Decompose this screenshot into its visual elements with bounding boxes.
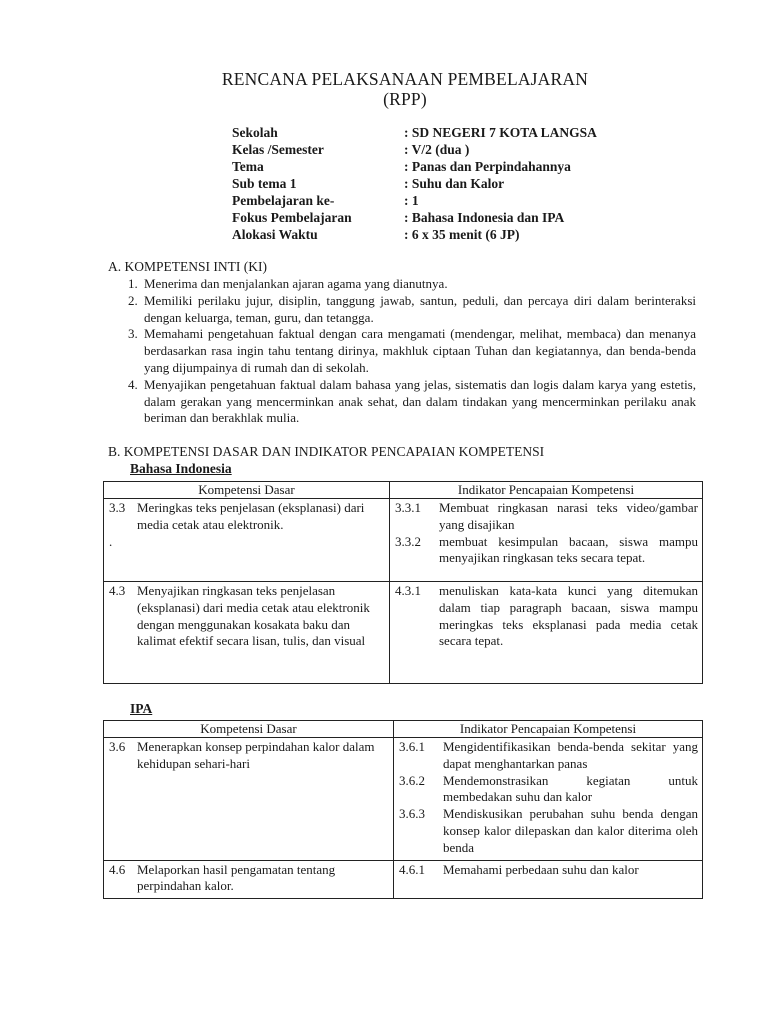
ipk-number: 3.3.1 xyxy=(395,500,421,515)
identity-value: : SD NEGERI 7 KOTA LANGSA xyxy=(404,125,597,140)
column-header-ipk: Indikator Pencapaian Kompetensi xyxy=(394,721,703,738)
kd-cell xyxy=(104,582,390,684)
kd-item xyxy=(109,500,385,534)
ipk-item xyxy=(399,806,698,856)
list-item xyxy=(128,377,696,427)
document-title: RENCANA PELAKSANAAN PEMBELAJARAN xyxy=(221,69,589,89)
list-item xyxy=(128,326,696,376)
ipk-item xyxy=(395,534,698,568)
ipk-text: Memahami perbedaan suhu dan kalor xyxy=(443,861,639,877)
list-item xyxy=(128,276,696,293)
bahasa-indonesia-subheading: Bahasa Indonesia xyxy=(130,461,232,476)
list-item-number: 2. xyxy=(128,292,138,308)
identity-label: Sub tema 1 xyxy=(232,176,297,191)
identity-label: Sekolah xyxy=(232,125,278,140)
table-row xyxy=(104,860,703,899)
ipk-text: Membuat ringkasan narasi teks video/gambar yang disajikan xyxy=(439,500,698,532)
identity-value: : Panas dan Perpindahannya xyxy=(404,159,571,174)
kd-cell xyxy=(104,738,394,861)
ipk-number: 4.6.1 xyxy=(399,861,425,877)
list-item-number: 1. xyxy=(128,276,138,291)
identity-value: : Suhu dan Kalor xyxy=(404,176,505,191)
section-b-heading: B. KOMPETENSI DASAR DAN INDIKATOR PENCAPAIAN KOMPETENSI xyxy=(108,444,545,459)
ipa-subheading: IPA xyxy=(130,701,153,716)
ipk-cell xyxy=(394,738,703,861)
ipk-cell xyxy=(390,499,703,582)
ipk-text: menuliskan kata-kata kunci yang ditemukan dalam tiap paragraph bacaan, siswa mampu meringkas teks eksplanasi pada media cetak secara tepat. xyxy=(439,583,698,649)
kd-cell xyxy=(104,499,390,582)
table-row xyxy=(104,738,703,861)
ipk-item xyxy=(395,583,698,650)
identity-value: : V/2 (dua ) xyxy=(404,142,470,157)
identity-label: Alokasi Waktu xyxy=(232,227,318,242)
bahasa-indonesia-table xyxy=(103,481,703,684)
ipk-text: Mendiskusikan perubahan suhu benda dengan konsep kalor dilepaskan dan kalor diterima oleh benda xyxy=(443,806,698,855)
ipk-cell xyxy=(390,582,703,684)
ipk-text: membuat kesimpulan bacaan, siswa mampu menyajikan ringkasan teks secara tepat. xyxy=(439,533,698,566)
ipk-item xyxy=(399,773,698,807)
table-header-row xyxy=(104,482,703,499)
kd-number: 3.6 xyxy=(109,739,126,754)
ipk-item xyxy=(395,500,698,534)
identity-value: : Bahasa Indonesia dan IPA xyxy=(404,210,565,225)
identity-label: Kelas /Semester xyxy=(232,142,324,157)
ipk-item xyxy=(399,862,698,879)
kd-text: Melaporkan hasil pengamatan tentang perpindahan kalor. xyxy=(137,861,336,894)
identity-value: : 1 xyxy=(404,193,419,208)
kd-number: 4.3 xyxy=(109,583,126,598)
kd-cell xyxy=(104,860,394,899)
kd-item xyxy=(109,739,389,773)
ipk-number: 4.3.1 xyxy=(395,583,421,598)
kd-text: Menerapkan konsep perpindahan kalor dalam kehidupan sehari-hari xyxy=(137,739,375,771)
list-item-text: Menerima dan menjalankan ajaran agama yang dianutnya. xyxy=(144,276,448,291)
list-item-number: 4. xyxy=(128,376,138,392)
kd-number: 3.3 xyxy=(109,500,126,515)
identity-label: Fokus Pembelajaran xyxy=(232,210,352,225)
identity-label: Pembelajaran ke- xyxy=(232,193,335,208)
table-row xyxy=(104,582,703,684)
ipa-table xyxy=(103,720,703,899)
ipk-cell xyxy=(394,860,703,899)
identity-value: : 6 x 35 menit (6 JP) xyxy=(404,227,520,242)
kd-dot: . xyxy=(109,533,113,549)
ipk-item xyxy=(399,739,698,773)
column-header-ipk: Indikator Pencapaian Kompetensi xyxy=(390,482,703,499)
kd-text: Menyajikan ringkasan teks penjelasan (eksplanasi) dari media cetak atau elektronik dengan menggunakan kosakata baku dan kalimat efektif secara lisan, tulis, dan visual xyxy=(137,583,370,649)
ipk-number: 3.6.1 xyxy=(399,739,425,754)
column-header-kd: Kompetensi Dasar xyxy=(104,721,394,738)
identity-label: Tema xyxy=(232,159,264,174)
kd-item xyxy=(109,583,385,650)
kd-item xyxy=(109,862,389,896)
list-item-text: Memahami pengetahuan faktual dengan cara mengamati (mendengar, melihat, membaca) dan menanya berdasarkan rasa ingin tahu tentang dirinya, makhluk ciptaan Tuhan dan kegiatannya, dan benda-benda yang dijumpainya di rumah dan di sekolah. xyxy=(144,326,696,375)
table-header-row xyxy=(104,721,703,738)
list-item xyxy=(128,293,696,327)
document-subtitle: (RPP) xyxy=(383,89,427,109)
ipk-number: 3.3.2 xyxy=(395,533,421,549)
kd-number: 4.6 xyxy=(109,861,126,877)
ipk-text: Mendemonstrasikan kegiatan untuk membedakan suhu dan kalor xyxy=(443,772,698,805)
list-item-text: Memiliki perilaku jujur, disiplin, tanggung jawab, santun, peduli, dan percaya diri dalam berinteraksi dengan keluarga, teman, guru, dan tetangga. xyxy=(144,292,696,325)
section-a-heading: A. KOMPETENSI INTI (KI) xyxy=(108,259,267,274)
ipk-number: 3.6.2 xyxy=(399,772,425,788)
ipk-text: Mengidentifikasikan benda-benda sekitar yang dapat menghantarkan panas xyxy=(443,739,698,771)
ki-list xyxy=(128,276,696,427)
table-row xyxy=(104,499,703,582)
list-item-text: Menyajikan pengetahuan faktual dalam bahasa yang jelas, sistematis dan logis dalam karya yang estetis, dalam gerakan yang mencerminkan anak sehat, dan dalam tindakan yang mencerminkan perilaku anak beriman dan berakhlak mulia. xyxy=(144,376,696,426)
kd-text: Meringkas teks penjelasan (eksplanasi) dari media cetak atau elektronik. xyxy=(137,500,365,532)
ipk-number: 3.6.3 xyxy=(399,806,425,822)
column-header-kd: Kompetensi Dasar xyxy=(104,482,390,499)
list-item-number: 3. xyxy=(128,326,138,342)
